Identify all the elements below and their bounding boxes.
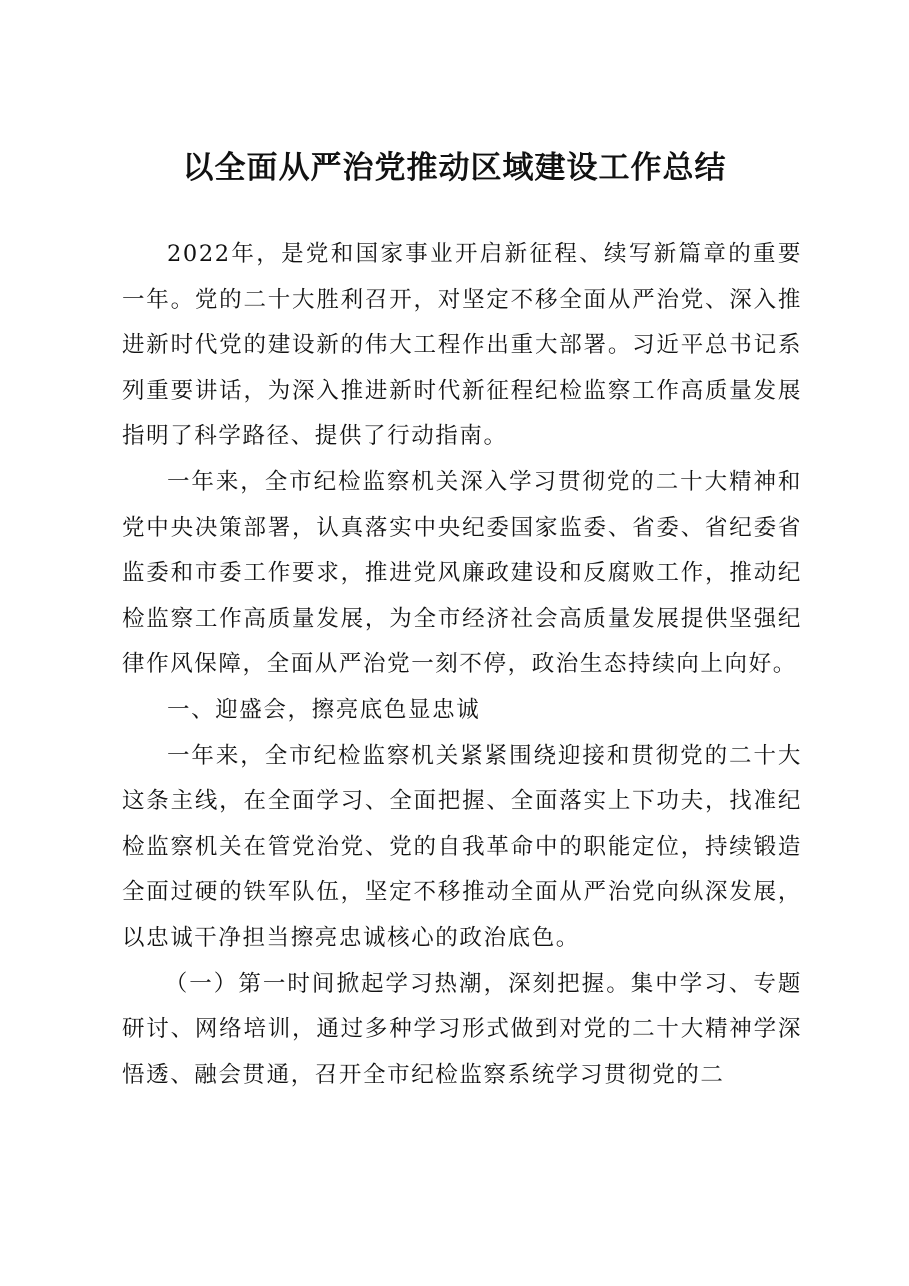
paragraph-summary: 一年来，全市纪检监察机关深入学习贯彻党的二十大精神和党中央决策部署，认真落实中央纪委国家监委、省委、省纪委省监委和市委工作要求，推进党风廉政建设和反腐败工作，推动纪检监察工作高质量发展，为全市经济社会高质量发展提供坚强纪律作风保障，全面从严治党一刻不停，政治生态持续向上向好。	[122, 468, 802, 678]
paragraph-section-body: 一年来，全市纪检监察机关紧紧围绕迎接和贯彻党的二十大这条主线，在全面学习、全面把握、全面落实上下功夫，找准纪检监察机关在管党治党、党的自我革命中的职能定位，持续锻造全面过硬的铁军队伍，坚定不移推动全面从严治党向纵深发展，以忠诚干净担当擦亮忠诚核心的政治底色。	[122, 742, 802, 951]
document-title: 以全面从严治党推动区域建设工作总结	[182, 150, 727, 186]
paragraph-intro: 2022年，是党和国家事业开启新征程、续写新篇章的重要一年。党的二十大胜利召开，对坚定不移全面从严治党、深入推进新时代党的建设新的伟大工程作出重大部署。习近平总书记系列重要讲话，为深入推进新时代新征程纪检监察工作高质量发展指明了科学路径、提供了行动指南。	[122, 241, 802, 450]
paragraph-subsection: （一）第一时间掀起学习热潮，深刻把握。集中学习、专题研讨、网络培训，通过多种学习形式做到对党的二十大精神学深悟透、融会贯通，召开全市纪检监察系统学习贯彻党的二	[122, 970, 802, 1088]
section-heading: 一、迎盛会，擦亮底色显忠诚	[167, 696, 481, 723]
document-body	[122, 232, 802, 1098]
